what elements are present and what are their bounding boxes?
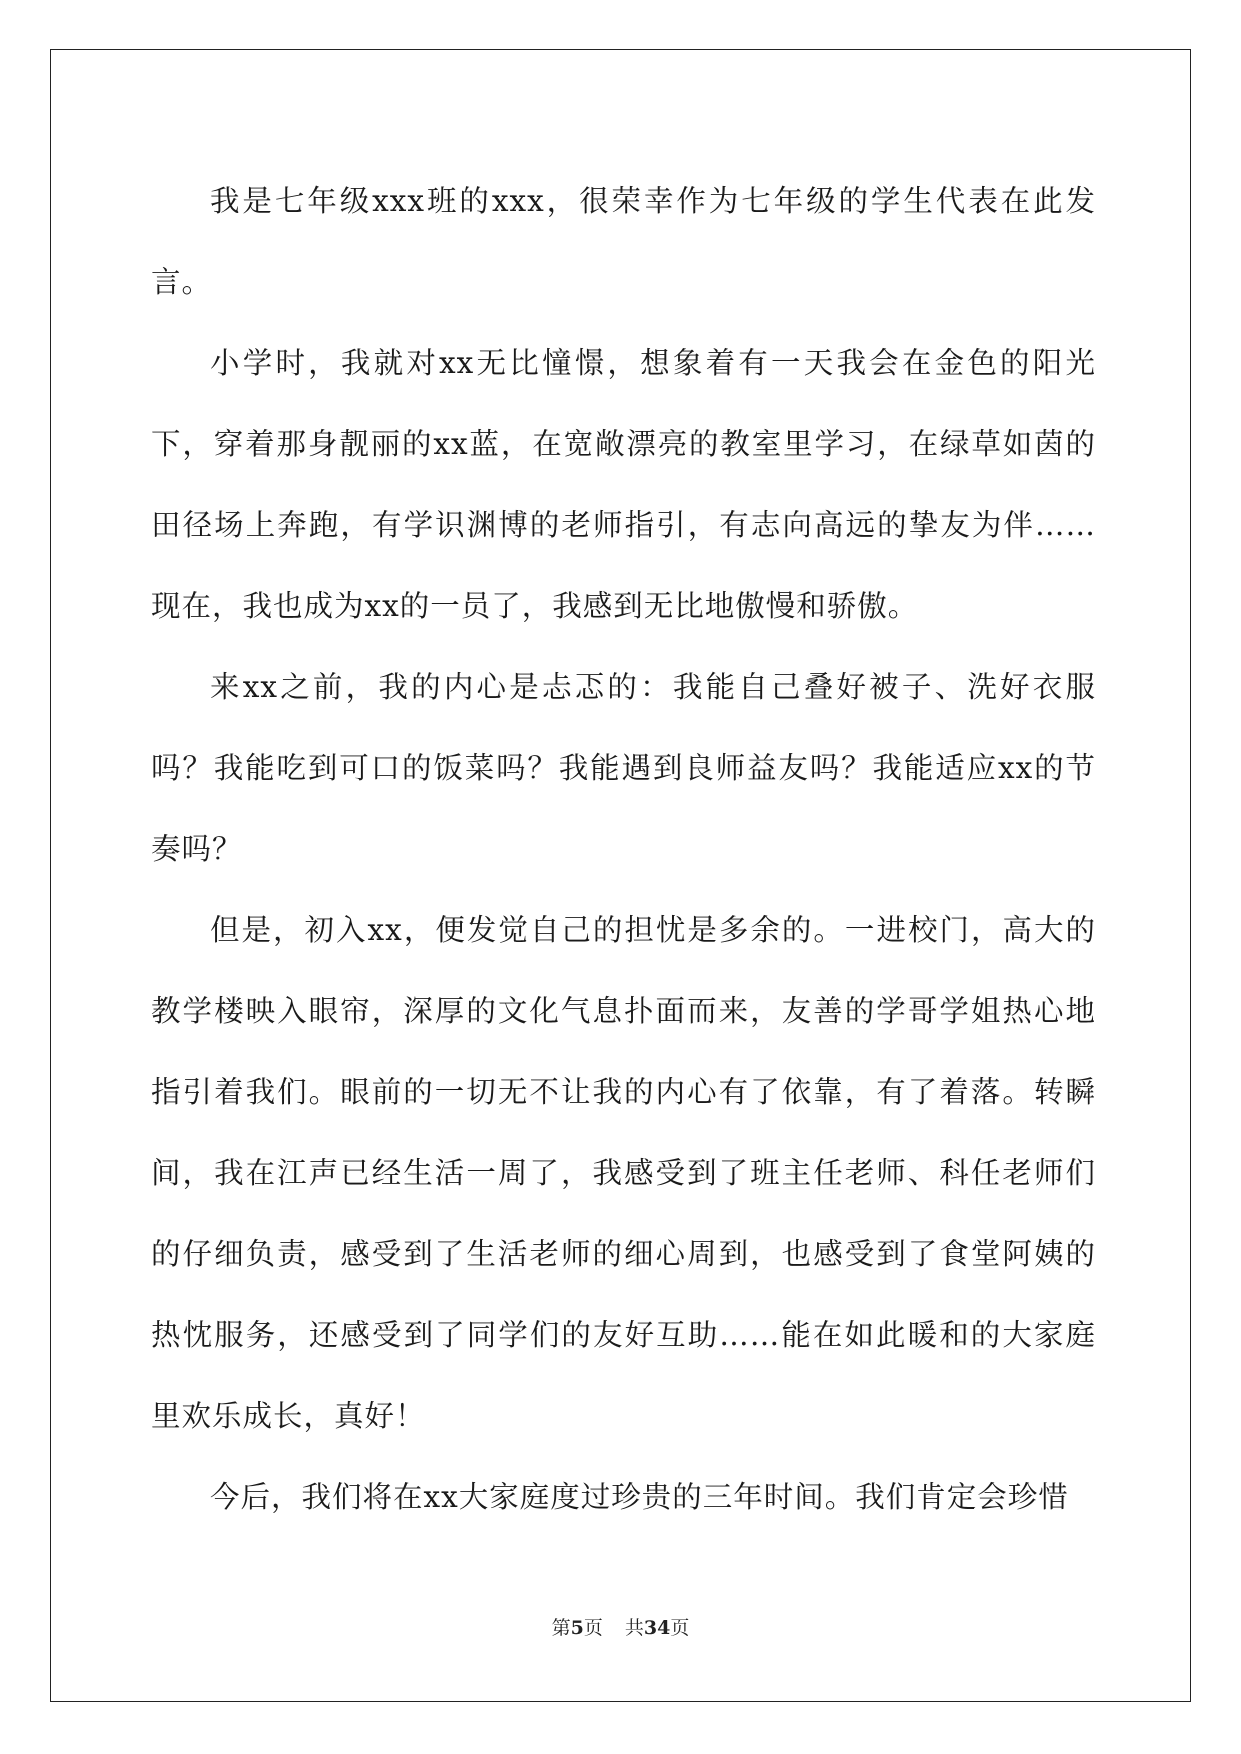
paragraph-worries: 来xx之前，我的内心是忐忑的：我能自己叠好被子、洗好衣服吗？我能吃到可口的饭菜吗？我能遇到良师益友吗？我能适应xx的节奏吗？	[151, 670, 1096, 866]
paragraph-future: 今后，我们将在xx大家庭度过珍贵的三年时间。我们肯定会珍惜	[210, 1480, 1069, 1514]
paragraph-primary-school: 小学时，我就对xx无比憧憬，想象着有一天我会在金色的阳光下，穿着那身靓丽的xx蓝，在宽敞漂亮的教室里学习，在绿草如茵的田径场上奔跑，有学识渊博的老师指引，有志向高远的挚友为伴……现在，我也成为xx的一员了，我感到无比地傲慢和骄傲。	[151, 346, 1096, 623]
total-unit: 页	[670, 1617, 690, 1639]
document-body	[151, 161, 1096, 1538]
paragraph-intro: 我是七年级xxx班的xxx，很荣幸作为七年级的学生代表在此发言。	[151, 184, 1096, 299]
page-unit: 页	[583, 1617, 603, 1639]
total-prefix: 共	[624, 1617, 644, 1639]
page-footer	[0, 1616, 1241, 1640]
paragraph-arrival: 但是，初入xx，便发觉自己的担忧是多余的。一进校门，高大的教学楼映入眼帘，深厚的文化气息扑面而来，友善的学哥学姐热心地指引着我们。眼前的一切无不让我的内心有了依靠，有了着落。转瞬间，我在江声已经生活一周了，我感受到了班主任老师、科任老师们的仔细负责，感受到了生活老师的细心周到，也感受到了食堂阿姨的热忱服务，还感受到了同学们的友好互助……能在如此暖和的大家庭里欢乐成长，真好！	[151, 913, 1096, 1433]
total-pages: 34	[643, 1617, 671, 1639]
page-prefix: 第	[551, 1617, 571, 1639]
page-number: 5	[570, 1617, 584, 1639]
